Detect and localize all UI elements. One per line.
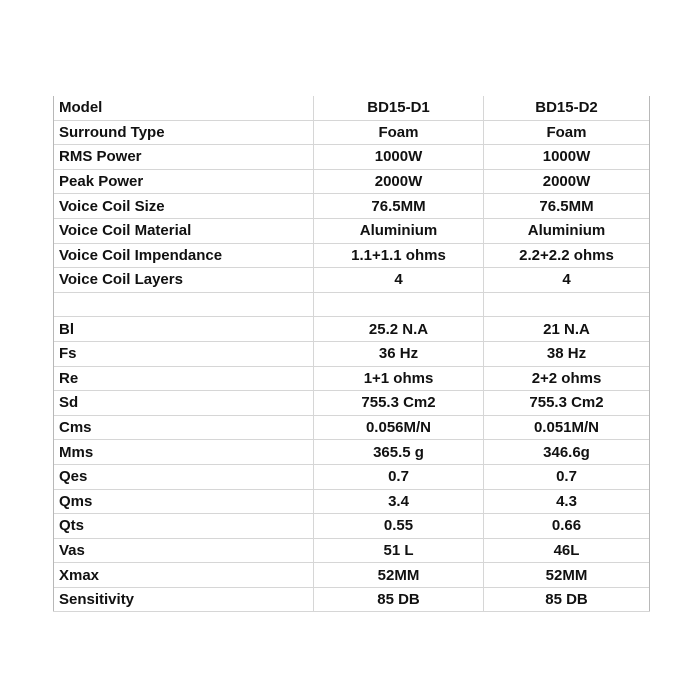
spec-value-bd15-d2: 2000W (484, 169, 650, 194)
spec-label: Voice Coil Size (54, 194, 314, 219)
spec-label (54, 292, 314, 317)
spec-value-bd15-d2: 755.3 Cm2 (484, 391, 650, 416)
table-row (54, 243, 650, 268)
table-row (54, 292, 650, 317)
spec-label: Qes (54, 464, 314, 489)
table-row (54, 464, 650, 489)
spec-value-bd15-d2: 4.3 (484, 489, 650, 514)
spec-label: Voice Coil Material (54, 218, 314, 243)
spec-label: Xmax (54, 563, 314, 588)
table-row (54, 440, 650, 465)
spec-value-bd15-d2: 85 DB (484, 587, 650, 612)
spec-value-bd15-d1: Aluminium (314, 218, 484, 243)
table-row (54, 341, 650, 366)
table-row (54, 145, 650, 170)
spec-table (53, 96, 650, 612)
spec-value-bd15-d2: 2.2+2.2 ohms (484, 243, 650, 268)
spec-label: Voice Coil Impendance (54, 243, 314, 268)
table-row (54, 194, 650, 219)
spec-value-bd15-d1: 36 Hz (314, 341, 484, 366)
table-row (54, 587, 650, 612)
spec-label: Qts (54, 514, 314, 539)
table-row (54, 366, 650, 391)
spec-value-bd15-d1: 52MM (314, 563, 484, 588)
table-row (54, 514, 650, 539)
spec-label: Bl (54, 317, 314, 342)
spec-value-bd15-d1: 4 (314, 268, 484, 293)
spec-value-bd15-d1: BD15-D1 (314, 96, 484, 120)
table-row (54, 268, 650, 293)
spec-value-bd15-d2: 1000W (484, 145, 650, 170)
spec-value-bd15-d2: 2+2 ohms (484, 366, 650, 391)
spec-label: RMS Power (54, 145, 314, 170)
table-row (54, 538, 650, 563)
spec-table-body (54, 96, 650, 612)
spec-value-bd15-d1: 51 L (314, 538, 484, 563)
spec-value-bd15-d1: 365.5 g (314, 440, 484, 465)
spec-value-bd15-d2: 0.7 (484, 464, 650, 489)
table-row (54, 317, 650, 342)
spec-label: Vas (54, 538, 314, 563)
spec-value-bd15-d1: 85 DB (314, 587, 484, 612)
spec-label: Sensitivity (54, 587, 314, 612)
spec-label: Surround Type (54, 120, 314, 145)
table-row (54, 563, 650, 588)
spec-value-bd15-d1: 1000W (314, 145, 484, 170)
spec-label: Mms (54, 440, 314, 465)
spec-value-bd15-d2 (484, 292, 650, 317)
spec-value-bd15-d1: 0.056M/N (314, 415, 484, 440)
spec-value-bd15-d2: 0.051M/N (484, 415, 650, 440)
spec-value-bd15-d2: 346.6g (484, 440, 650, 465)
spec-label: Sd (54, 391, 314, 416)
spec-value-bd15-d1 (314, 292, 484, 317)
spec-label: Fs (54, 341, 314, 366)
spec-value-bd15-d1: 755.3 Cm2 (314, 391, 484, 416)
spec-value-bd15-d1: 2000W (314, 169, 484, 194)
spec-value-bd15-d1: 0.55 (314, 514, 484, 539)
spec-label: Model (54, 96, 314, 120)
spec-value-bd15-d2: 76.5MM (484, 194, 650, 219)
table-row (54, 489, 650, 514)
spec-label: Voice Coil Layers (54, 268, 314, 293)
spec-value-bd15-d1: 76.5MM (314, 194, 484, 219)
spec-value-bd15-d2: BD15-D2 (484, 96, 650, 120)
table-row (54, 96, 650, 120)
spec-value-bd15-d1: 1+1 ohms (314, 366, 484, 391)
spec-label: Qms (54, 489, 314, 514)
spec-value-bd15-d1: 1.1+1.1 ohms (314, 243, 484, 268)
spec-value-bd15-d1: 0.7 (314, 464, 484, 489)
spec-value-bd15-d1: 3.4 (314, 489, 484, 514)
spec-value-bd15-d2: Aluminium (484, 218, 650, 243)
spec-value-bd15-d2: 21 N.A (484, 317, 650, 342)
spec-value-bd15-d2: 52MM (484, 563, 650, 588)
table-row (54, 169, 650, 194)
spec-value-bd15-d1: 25.2 N.A (314, 317, 484, 342)
spec-label: Re (54, 366, 314, 391)
spec-value-bd15-d2: Foam (484, 120, 650, 145)
spec-label: Peak Power (54, 169, 314, 194)
spec-label: Cms (54, 415, 314, 440)
table-row (54, 415, 650, 440)
spec-value-bd15-d2: 46L (484, 538, 650, 563)
table-row (54, 391, 650, 416)
spec-value-bd15-d2: 0.66 (484, 514, 650, 539)
spec-value-bd15-d2: 4 (484, 268, 650, 293)
spec-value-bd15-d2: 38 Hz (484, 341, 650, 366)
table-row (54, 218, 650, 243)
table-row (54, 120, 650, 145)
spec-value-bd15-d1: Foam (314, 120, 484, 145)
